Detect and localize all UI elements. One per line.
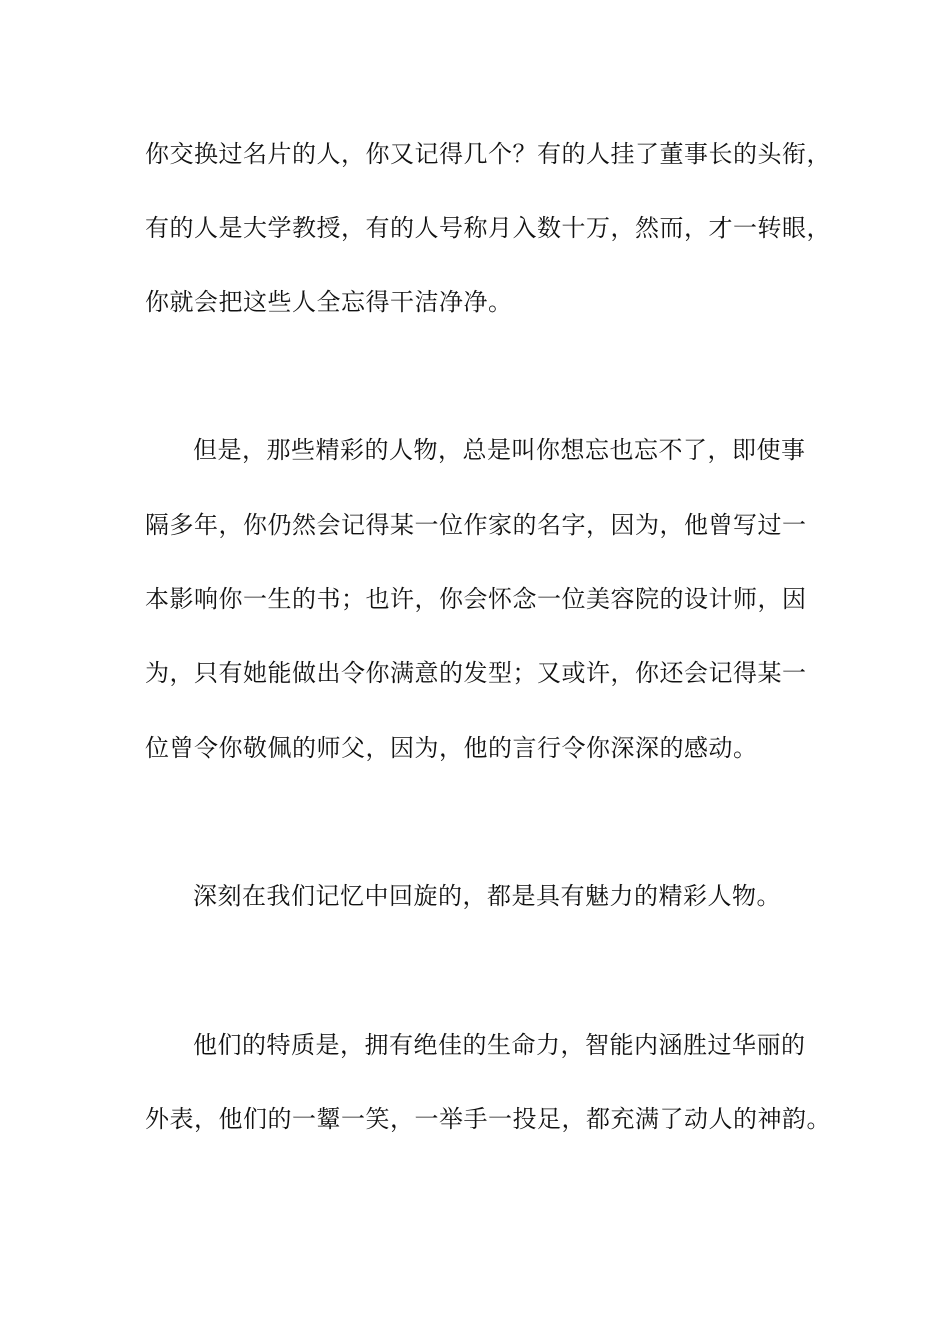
paragraph-2-line-5: 位曾令你敬佩的师父，因为，他的言行令你深深的感动。 [145,734,758,762]
paragraph-1-line-3: 你就会把这些人全忘得干洁净净。 [145,288,513,316]
paragraph-3-line-1: 深刻在我们记忆中回旋的，都是具有魅力的精彩人物。 [193,882,781,910]
paragraph-2-line-2: 隔多年，你仍然会记得某一位作家的名字，因为，他曾写过一 [145,511,807,539]
paragraph-4-line-2: 外表，他们的一颦一笑，一举手一投足，都充满了动人的神韵。 [145,1105,831,1133]
paragraph-2-line-1: 但是，那些精彩的人物，总是叫你想忘也忘不了，即使事 [193,436,806,464]
paragraph-2-line-4: 为，只有她能做出令你满意的发型；又或许，你还会记得某一 [145,659,807,687]
paragraph-1-line-2: 有的人是大学教授，有的人号称月入数十万，然而，才一转眼， [145,214,831,242]
paragraph-4-line-1: 他们的特质是，拥有绝佳的生命力，智能内涵胜过华丽的 [193,1031,806,1059]
paragraph-2-line-3: 本影响你一生的书；也许，你会怀念一位美容院的设计师，因 [145,585,807,613]
paragraph-1-line-1: 你交换过名片的人，你又记得几个？有的人挂了董事长的头衔， [145,140,831,168]
